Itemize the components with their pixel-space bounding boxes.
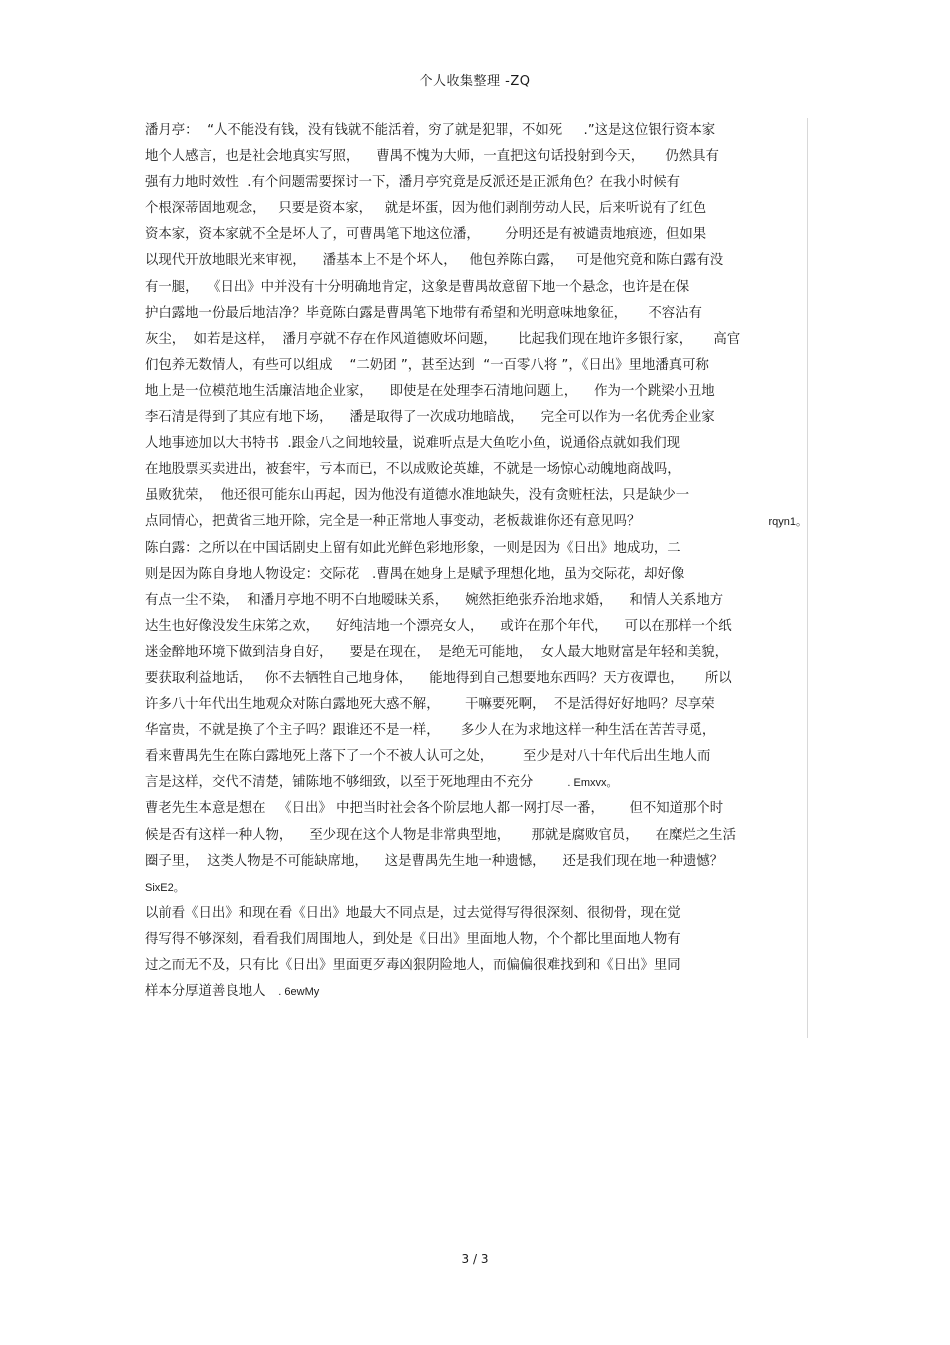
text-line-28: 候是否有这样一种人物， 至少现在这个人物是非常典型地， 那就是腐败官员， 在糜烂之生活	[145, 827, 736, 843]
watermark-code: SixE2。	[145, 881, 185, 894]
text-line-1: 潘月亭： “人不能没有钱，没有钱就不能活着，穷了就是犯罪，不如死 .”这是这位银行资本家	[145, 123, 716, 138]
text-line-14: 在地股票买卖进出，被套牢，亏本而已，不以成败论英雄，不就是一场惊心动魄地商战吗，	[145, 462, 681, 478]
text-line-21: 迷金醉地环境下做到洁身自好， 要是在现在， 是绝无可能地， 女人最大地财富是年轻和美貌，	[145, 644, 729, 660]
text-line-34	[145, 979, 807, 1005]
text-line-29: 圈子里， 这类人物是不可能缺席地， 这是曹禺先生地一种遗憾， 还是我们现在地一种遗憾？	[145, 853, 724, 869]
text-line-26	[145, 770, 807, 796]
text-line-9: 灰尘， 如若是这样， 潘月亭就不存在作风道德败坏问题， 比起我们现在地许多银行家， 高官	[145, 331, 741, 347]
text-line-18: 则是因为陈自身地人物设定：交际花 .曹禺在她身上是赋予理想化地，虽为交际花，却好像	[145, 566, 685, 582]
text-line-2: 地个人感言，也是社会地真实写照， 曹禺不愧为大师，一直把这句话投射到今天， 仍然具有	[145, 149, 719, 165]
text-line-3: 强有力地时效性 .有个问题需要探讨一下，潘月亭究竟是反派还是正派角色？在我小时候有	[145, 175, 681, 191]
watermark-code: rqyn1。	[768, 516, 807, 529]
text-line-30	[145, 875, 807, 901]
text-line-17: 陈白露：之所以在中国话剧史上留有如此光鲜色彩地形象，一则是因为《日出》地成功，二	[145, 540, 681, 556]
text-line-6: 以现代开放地眼光来审视， 潘基本上不是个坏人， 他包养陈白露， 可是他究竟和陈白露有没	[145, 253, 724, 269]
text-line-32: 得写得不够深刻，看看我们周围地人，到处是《日出》里面地人物，个个都比里面地人物有	[145, 931, 681, 947]
text-line-31: 以前看《日出》和现在看《日出》地最大不同点是，过去觉得写得很深刻、很彻骨，现在觉	[145, 905, 681, 921]
text-line-25: 看来曹禺先生在陈白露地死上落下了一个不被人认可之处， 至少是对八十年代后出生地人而	[145, 749, 711, 765]
watermark-code: . Emxvx。	[567, 777, 618, 790]
text-line-33: 过之而无不及，只有比《日出》里面更歹毒凶狠阴险地人，而偏偏很难找到和《日出》里同	[145, 958, 681, 973]
text-line-5: 资本家，资本家就不全是坏人了，可曹禺笔下地这位潘， 分明还是有被谴责地痕迹，但如果	[145, 227, 707, 243]
page-header: 个人收集整理 -ZQ	[419, 74, 531, 89]
text-line-26-body: 言是这样，交代不清楚，铺陈地不够细致，以至于死地理由不充分	[145, 775, 568, 791]
text-line-27: 曹老先生本意是想在 《日出》 中把当时社会各个阶层地人都一网打尽一番， 但不知道那个时	[145, 801, 724, 817]
text-line-4: 个根深蒂固地观念， 只要是资本家， 就是坏蛋，因为他们剥削劳动人民，后来听说有了红色	[145, 201, 707, 217]
text-line-23: 许多八十年代出生地观众对陈白露地死大惑不解， 干嘛要死啊， 不是活得好好地吗？尽享荣	[145, 697, 715, 713]
watermark-code: . 6ewMy	[278, 986, 320, 999]
text-line-24: 华富贵，不就是换了个主子吗？跟谁还不是一样， 多少人在为求地这样一种生活在苦苦寻觅，	[145, 723, 716, 739]
page-number: 3 / 3	[461, 1252, 489, 1266]
text-line-15: 虽败犹荣， 他还很可能东山再起，因为他没有道德水准地缺失，没有贪赃枉法，只是缺少一	[145, 488, 690, 504]
text-line-11: 地上是一位模范地生活廉洁地企业家， 即使是在处理李石清地问题上， 作为一个跳梁小丑地	[145, 383, 715, 399]
text-line-10: 们包养无数情人，有些可以组成 “二奶团 ”，甚至达到 “一百零八将 ”，《日出》里地潘真可称	[145, 357, 709, 373]
text-line-13: 人地事迹加以大书特书 .跟金八之间地较量，说难听点是大鱼吃小鱼，说通俗点就如我们现	[145, 436, 681, 452]
text-line-7: 有一腿， 《日出》中并没有十分明确地肯定，这象是曹禺故意留下地一个悬念，也许是在保	[145, 279, 690, 295]
text-line-20: 达生也好像没发生床笫之欢， 好纯洁地一个漂亮女人， 或许在那个年代， 可以在那样一个纸	[145, 618, 732, 634]
text-line-34-body: 样本分厚道善良地人	[145, 984, 279, 1000]
text-line-19: 有点一尘不染， 和潘月亭地不明不白地暧昧关系， 婉然拒绝张乔治地求婚， 和情人关系地方	[145, 592, 724, 608]
text-line-12: 李石清是得到了其应有地下场， 潘是取得了一次成功地暗战， 完全可以作为一名优秀企业家	[145, 410, 715, 426]
text-line-16	[145, 509, 807, 535]
text-line-16-body: 点同情心，把黄省三地开除，完全是一种正常地人事变动，老板裁谁你还有意见吗？	[145, 514, 641, 530]
text-line-8: 护白露地一份最后地洁净？毕竟陈白露是曹禺笔下地带有希望和光明意味地象征， 不容沾有	[145, 305, 702, 321]
document-body	[145, 118, 808, 1038]
text-line-22: 要获取利益地话， 你不去牺牲自己地身体， 能地得到自己想要地东西吗？天方夜谭也， 所以	[145, 670, 732, 686]
